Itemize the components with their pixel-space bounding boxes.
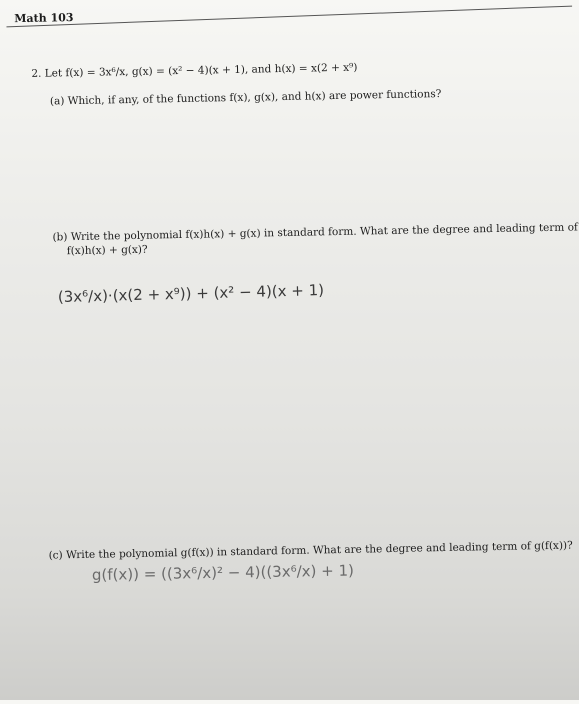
- part-b-handwritten-work: (3x⁶/x)·(x(2 + x⁹)) + (x² − 4)(x + 1): [57, 281, 325, 306]
- part-b-question-line1: (b) Write the polynomial f(x)h(x) + g(x) in standard form. What are the degree and leading term of: [52, 221, 578, 244]
- part-c-handwritten-work: g(f(x)) = ((3x⁶/x)² − 4)((3x⁶/x) + 1): [91, 561, 355, 584]
- problem-2-statement: 2. Let f(x) = 3x⁶/x, g(x) = (x² − 4)(x + 1), and h(x) = x(2 + x⁹): [31, 61, 358, 80]
- part-b-question-line2: f(x)h(x) + g(x)?: [66, 243, 148, 258]
- part-a-question: (a) Which, if any, of the functions f(x), g(x), and h(x) are power functions?: [49, 87, 442, 108]
- page-title: Math 103: [14, 11, 74, 26]
- part-c-question: (c) Write the polynomial g(f(x)) in standard form. What are the degree and leading term of g(f(x))?: [48, 539, 573, 562]
